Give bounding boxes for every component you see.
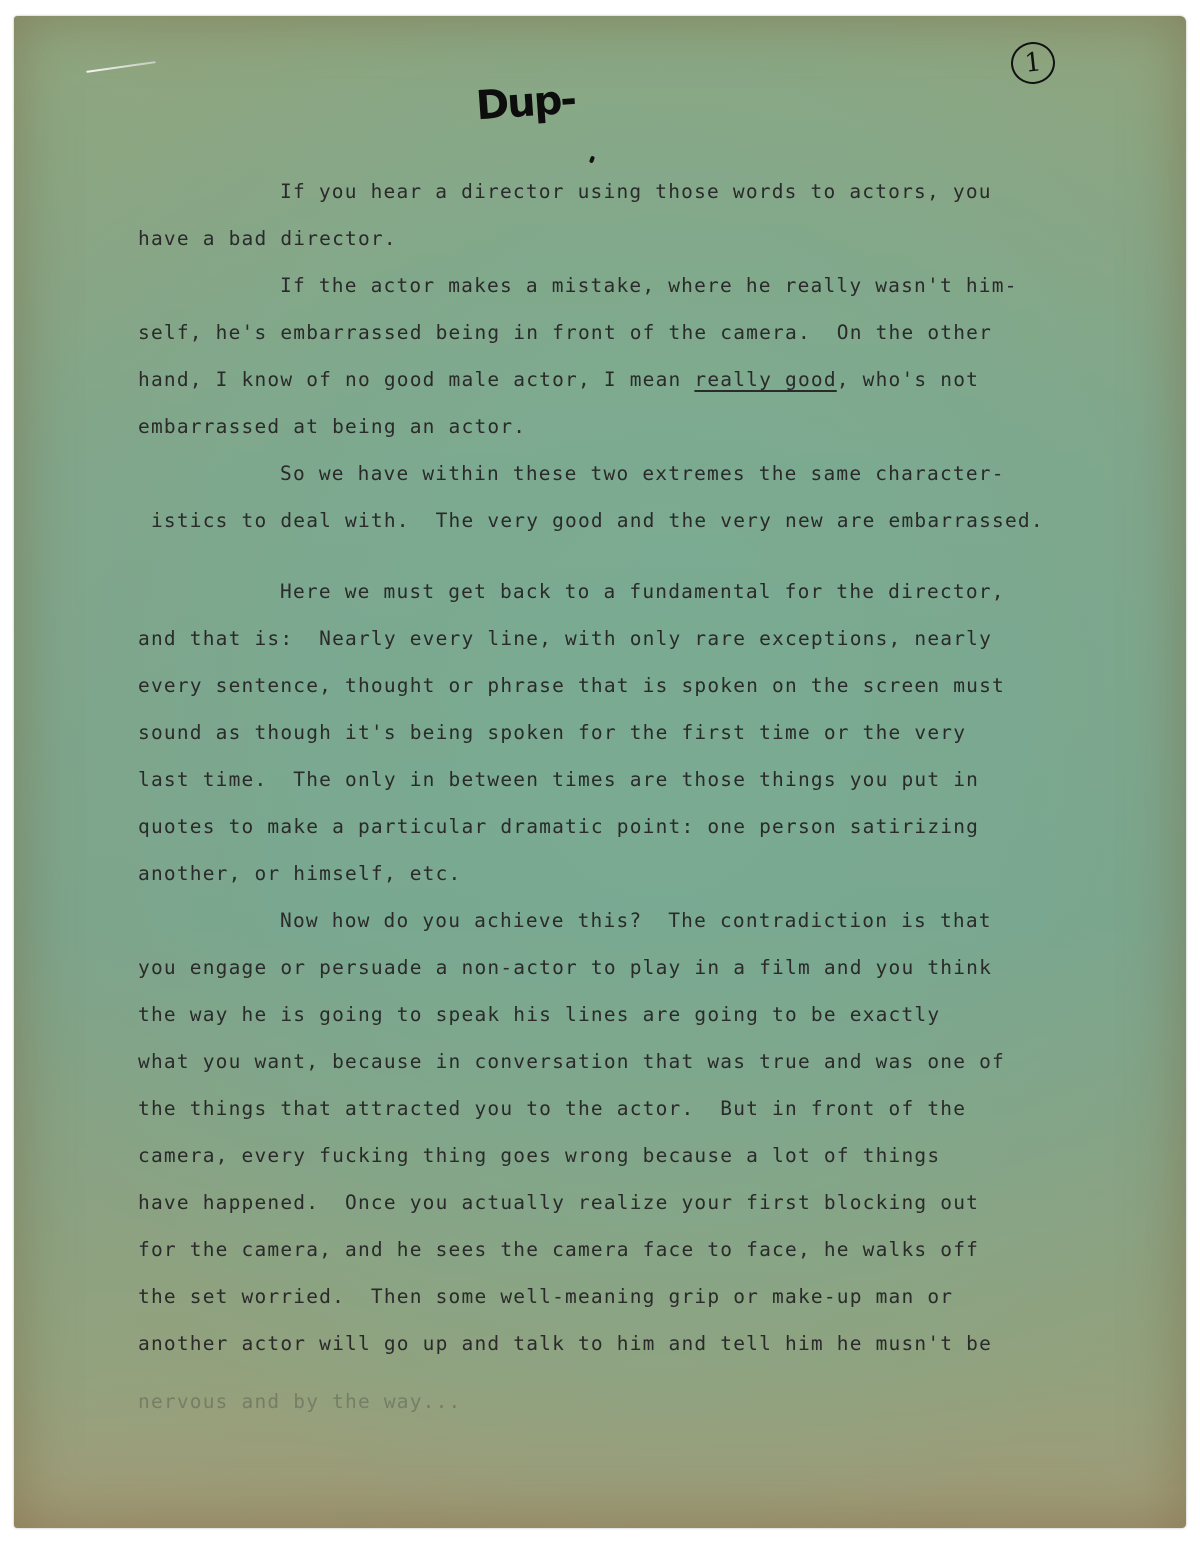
text-line: embarrassed at being an actor.: [138, 415, 527, 438]
text-line: have happened. Once you actually realize your first blocking out: [138, 1191, 980, 1214]
text-line: quotes to make a particular dramatic point: one person satirizing: [138, 815, 980, 838]
text-line: the way he is going to speak his lines are going to be exactly: [138, 1003, 941, 1026]
text-line: every sentence, thought or phrase that is spoken on the screen must: [138, 674, 1005, 697]
text-line: and that is: Nearly every line, with only rare exceptions, nearly: [138, 627, 993, 650]
text-line: self, he's embarrassed being in front of the camera. On the other: [138, 321, 993, 344]
faded-line: nervous and by the way...: [138, 1390, 462, 1413]
page-number: 1: [1009, 40, 1057, 86]
text-line: the things that attracted you to the actor. But in front of the: [138, 1097, 967, 1120]
text-line: [138, 364, 979, 396]
handwritten-annotation: Dup-: [474, 76, 577, 130]
text-line: sound as though it's being spoken for the first time or the very: [138, 721, 967, 744]
ink-mark: [589, 156, 595, 164]
underlined-phrase: really good: [694, 368, 837, 391]
text-line: last time. The only in between times are those things you put in: [138, 768, 980, 791]
text-line: Here we must get back to a fundamental for the director,: [280, 580, 1005, 603]
text-line: If you hear a director using those words to actors, you: [280, 180, 992, 203]
staple-mark: [86, 61, 156, 73]
text-line: have a bad director.: [138, 227, 397, 250]
text-line: Now how do you achieve this? The contradiction is that: [280, 909, 992, 932]
text-line: If the actor makes a mistake, where he really wasn't him-: [280, 274, 1018, 297]
text-line: another actor will go up and talk to him and tell him he musn't be: [138, 1332, 993, 1355]
text-line: istics to deal with. The very good and the very new are embarrassed.: [138, 509, 1044, 532]
text-line: for the camera, and he sees the camera face to face, he walks off: [138, 1238, 980, 1261]
text-line: the set worried. Then some well-meaning grip or make-up man or: [138, 1285, 954, 1308]
text-line: what you want, because in conversation that was true and was one of: [138, 1050, 1005, 1073]
document-page: [14, 16, 1186, 1528]
line-segment: hand, I know of no good male actor, I mean: [138, 368, 695, 391]
text-line: you engage or persuade a non-actor to play in a film and you think: [138, 956, 993, 979]
line-segment: , who's not: [836, 368, 980, 391]
text-line: So we have within these two extremes the same character-: [280, 462, 1005, 485]
text-line: another, or himself, etc.: [138, 862, 462, 885]
text-line: camera, every fucking thing goes wrong because a lot of things: [138, 1144, 941, 1167]
